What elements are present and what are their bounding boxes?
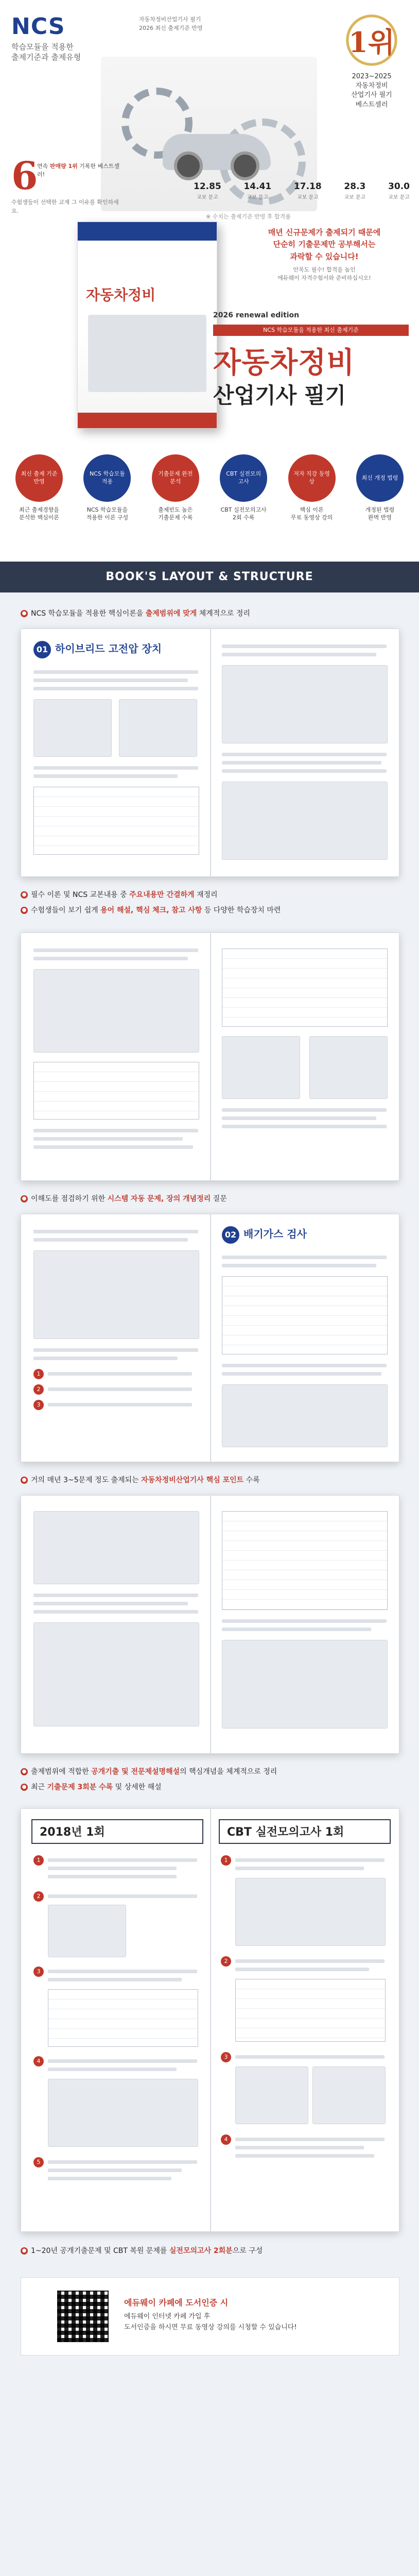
layout-callout (21, 608, 398, 619)
callout-text: 최근 (31, 1783, 47, 1791)
feature-circle: CBT 실전모의고사 (220, 454, 267, 502)
figure-diagram (222, 665, 388, 743)
callout-text: 출제범위에 적합한 (31, 1768, 92, 1776)
anniversary-number: 6 (11, 154, 38, 198)
spread-gutter (210, 933, 211, 1180)
callout-strong: 주요내용만 간결하게 (129, 891, 195, 899)
sub-title: 산업기사 필기 (213, 383, 346, 408)
book-cover (77, 222, 217, 429)
callout-strong: 용어 해설, 핵심 체크, 참고 사항 (100, 906, 202, 914)
question-marker: 2 (33, 1384, 44, 1395)
callout-text: 이해도를 점검하기 위한 (31, 1195, 108, 1203)
anniversary-suffix: 기록한 베스트셀러! (37, 163, 120, 178)
chapter-heading (222, 1226, 307, 1244)
claims-block (242, 227, 407, 283)
callout-strong: 시스템 자동 문제, 장의 개념정리 (107, 1195, 211, 1203)
callout-strong: 공개기출 및 전문제설명해설 (91, 1768, 180, 1776)
layout-callout (21, 1193, 398, 1205)
feature-list (7, 454, 412, 522)
layout-callout (21, 1782, 398, 1793)
rank-number: 1위 (348, 25, 395, 59)
spread-gutter (210, 629, 211, 876)
bullet-icon: ● (21, 1477, 28, 1484)
figure-diagram (222, 1384, 388, 1447)
figure-table (33, 787, 199, 855)
book-cover-footer (78, 413, 217, 428)
spread-gutter (210, 1809, 211, 2231)
stat-label: 교보 문고 (344, 195, 366, 200)
exam-title: CBT 실전모의고사 1회 (227, 1826, 344, 1839)
question-marker: 3 (221, 2052, 231, 2062)
chapter-heading (33, 640, 162, 658)
feature-circle: 최신 출제 기준 반영 (15, 454, 63, 502)
callout-strong: 자동차정비산업기사 핵심 포인트 (141, 1476, 244, 1484)
rank-badge (336, 9, 408, 110)
feature-caption: CBT 실전모의고사 2회 수록 (220, 506, 267, 521)
figure-diagram (312, 2066, 386, 2124)
layout-callout (21, 889, 398, 901)
feature-caption: 핵심 이론 무료 동영상 강의 (290, 506, 333, 521)
figure-diagram (222, 1640, 388, 1728)
bullet-icon: ● (21, 2247, 28, 2255)
callout-text: 등 다양한 학습장치 마련 (202, 906, 281, 914)
stat-item (344, 181, 365, 200)
question-marker: 4 (33, 2056, 44, 2066)
figure-diagram (33, 969, 199, 1053)
feature-circle: 기출문제 완전분석 (152, 454, 199, 502)
question-marker: 3 (33, 1967, 44, 1977)
figure-diagram (33, 1622, 199, 1726)
callout-text: 1~20년 공개기출문제 및 CBT 복원 문제를 (31, 2247, 169, 2255)
edition-label: 2026 renewal edition (213, 311, 300, 319)
figure-diagram (48, 1905, 126, 1957)
figure-diagram (33, 699, 112, 757)
chapter-number: 01 (33, 641, 51, 658)
stat-item (194, 181, 221, 200)
promo-box (21, 2277, 399, 2355)
book-cover-title: 자동차정비 (86, 286, 156, 303)
callout-text: 수록 (243, 1476, 260, 1484)
hero-section (0, 0, 419, 562)
sales-stats (194, 181, 410, 200)
feature-caption: 개정된 법령 완벽 반영 (365, 506, 395, 521)
question-marker: 4 (221, 2134, 231, 2145)
layout-callout (21, 2245, 398, 2257)
sample-spread-keypoints (21, 1495, 399, 1754)
callout-text: 및 상세한 해설 (113, 1783, 162, 1791)
figure-diagram (33, 1511, 199, 1584)
callout-text: 체계적으로 정리 (197, 609, 250, 618)
stat-item (294, 181, 322, 200)
book-cover-image (88, 315, 206, 392)
figure-table (235, 1979, 386, 2042)
feature-item (144, 454, 207, 522)
feature-circle: 최신 개정 법령 (356, 454, 404, 502)
claims-red: 매년 신규문제가 출제되기 때문에 단순히 기출문제만 공부해서는 과락할 수 있습니다! (268, 228, 381, 261)
feature-caption: NCS 학습모듈을 적용한 이론 구성 (86, 506, 129, 521)
callout-strong: 실전모의고사 2회분 (169, 2247, 233, 2255)
claims-small: 안목도 필수! 합격을 높인 에듀웨이 자격수험서와 준비하십시오! (277, 266, 371, 282)
stat-label: 교보 문고 (247, 195, 269, 200)
feature-item (212, 454, 275, 522)
layout-callout (21, 1766, 398, 1777)
stat-value: 14.41 (243, 181, 272, 192)
figure-table (222, 948, 388, 1027)
callout-text: 으로 구성 (232, 2247, 263, 2255)
feature-item (280, 454, 344, 522)
anniversary-prefix: 연속 (37, 163, 50, 170)
stat-value: 30.0 (388, 181, 410, 192)
stat-item (243, 181, 271, 200)
callout-strong: 출제범위에 맞게 (145, 609, 197, 618)
anniversary-text (37, 162, 125, 179)
qr-code-icon[interactable] (57, 2291, 109, 2342)
laurel-wreath-icon (341, 9, 403, 71)
chapter-title: 배기가스 검사 (243, 1228, 307, 1240)
question-marker: 2 (33, 1891, 44, 1902)
layout-heading: BOOK'S LAYOUT & STRUCTURE (0, 562, 419, 592)
question-marker: 1 (33, 1855, 44, 1866)
question-marker: 5 (33, 2157, 44, 2167)
car-illustration (163, 134, 271, 170)
rank-caption: 2023~2025 자동차정비 산업기사 필기 베스트셀러 (351, 73, 392, 109)
book-cover-band (78, 222, 217, 241)
chapter-number: 02 (222, 1226, 239, 1244)
stat-value: 12.85 (194, 181, 221, 192)
figure-diagram (235, 2066, 308, 2124)
layout-section (0, 562, 419, 2576)
figure-diagram (309, 1036, 388, 1099)
figure-table (222, 1511, 388, 1610)
feature-circle: 저자 직강 동영상 (288, 454, 336, 502)
chapter-title: 하이브리드 고전압 장치 (55, 642, 162, 655)
figure-table (48, 1989, 198, 2047)
spread-gutter (210, 1214, 211, 1462)
main-title: 자동차정비 (213, 346, 355, 380)
layout-callout (21, 1475, 398, 1486)
question-marker: 1 (33, 1369, 44, 1379)
edition-bar: NCS 학습모듈을 적용한 최신 출제기준 (213, 325, 409, 336)
feature-item (75, 454, 139, 522)
callout-text: 재정리 (194, 891, 218, 899)
feature-caption: 최근 출제경향을 분석한 핵심이론 (19, 506, 59, 521)
callout-text: 수험생들이 보기 쉽게 (31, 906, 101, 914)
bullet-icon: ● (21, 1768, 28, 1775)
callout-strong: 기출문제 3회분 수록 (47, 1783, 113, 1791)
ncs-logo-text: NCS (11, 13, 65, 40)
sample-spread-theory (21, 629, 399, 877)
callout-text: 의 핵심개념을 체계적으로 정리 (180, 1768, 277, 1776)
callout-text: 필수 이론 및 NCS 교본내용 중 (31, 891, 130, 899)
stat-value: 17.18 (293, 181, 322, 192)
figure-diagram (33, 1250, 199, 1339)
stat-item (388, 181, 410, 200)
sample-spread-chapter2 (21, 1214, 399, 1462)
stat-label: 교보 문고 (196, 195, 218, 200)
callout-text: 거의 매년 3~5문제 정도 출제되는 (31, 1476, 142, 1484)
promo-body: 에듀웨이 인터넷 카페 가입 후 도서인증을 하시면 무료 동영상 강의를 시청할 수 있습니다! (124, 2313, 297, 2331)
figure-diagram (222, 782, 388, 860)
feature-caption: 출제빈도 높은 기출문제 수록 (158, 506, 193, 521)
anniversary-strong: 판매량 1위 (49, 163, 78, 170)
feature-circle: NCS 학습모듈 적용 (83, 454, 131, 502)
stat-label: 교보 문고 (388, 195, 410, 200)
layout-callout (21, 905, 398, 916)
stat-value: 28.3 (344, 181, 366, 192)
figure-diagram (222, 1036, 300, 1099)
stat-note: ※ 수치는 출제기준 반영 후 합격률 (206, 213, 291, 220)
figure-diagram (119, 699, 197, 757)
ncs-logo-sub: 학습모듈을 적용한 출제기준과 출제유형 (11, 42, 81, 62)
callout-text: 질문 (211, 1195, 227, 1203)
sample-spread-exams (21, 1808, 399, 2232)
top-notes: 자동차정비산업기사 필기 2026 최신 출제기준 반영 (139, 16, 203, 31)
question-marker: 1 (221, 1855, 231, 1866)
exam-title: 2018년 1회 (40, 1826, 105, 1839)
spread-gutter (210, 1496, 211, 1753)
feature-item (348, 454, 412, 522)
ncs-logo (11, 13, 81, 63)
question-marker: 2 (221, 1956, 231, 1967)
bullet-icon: ● (21, 907, 28, 914)
feature-item (7, 454, 71, 522)
bullet-icon: ● (21, 1784, 28, 1791)
sample-spread-detail (21, 933, 399, 1181)
stat-label: 교보 문고 (296, 195, 319, 200)
promo-title: 에듀웨이 카페에 도서인증 시 (124, 2298, 229, 2308)
figure-diagram (235, 1878, 386, 1946)
figure-diagram (48, 2079, 198, 2147)
callout-text: NCS 학습모듈을 적용한 핵심이론을 (31, 609, 146, 618)
figure-table (222, 1276, 388, 1354)
bullet-icon: ● (21, 1195, 28, 1202)
figure-table (33, 1062, 199, 1120)
anniversary-sub: 수험생들이 선택한 교재 그 이유를 확인하세요. (11, 199, 119, 214)
bullet-icon: ● (21, 610, 28, 617)
question-marker: 3 (33, 1400, 44, 1410)
bullet-icon: ● (21, 891, 28, 899)
anniversary-block (11, 154, 125, 215)
